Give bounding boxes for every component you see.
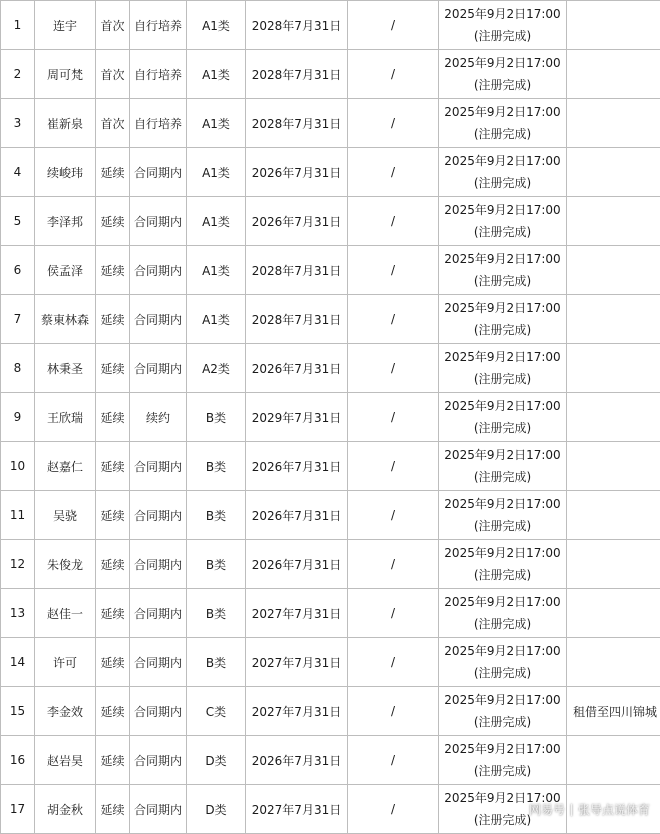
cell-player-name: 李金效	[35, 687, 96, 736]
cell-contract-category: B类	[187, 491, 246, 540]
cell-transfer-info: /	[348, 344, 439, 393]
cell-contract-end-date: 2028年7月31日	[246, 295, 348, 344]
cell-remarks	[567, 99, 660, 148]
table-row	[1, 99, 660, 148]
cell-remarks	[567, 393, 660, 442]
deadline-status: (注册完成)	[439, 368, 566, 390]
cell-transfer-info: /	[348, 589, 439, 638]
cell-registration-type: 延续	[96, 589, 130, 638]
cell-player-name: 李泽邦	[35, 197, 96, 246]
cell-contract-end-date: 2027年7月31日	[246, 589, 348, 638]
cell-number: 10	[1, 442, 35, 491]
deadline-status: (注册完成)	[439, 74, 566, 96]
cell-registration-type: 首次	[96, 99, 130, 148]
cell-registration-deadline	[439, 50, 567, 99]
cell-registration-basis: 续约	[130, 393, 187, 442]
cell-registration-deadline	[439, 344, 567, 393]
cell-registration-type: 延续	[96, 638, 130, 687]
cell-registration-deadline	[439, 589, 567, 638]
cell-remarks	[567, 638, 660, 687]
cell-registration-type: 延续	[96, 246, 130, 295]
table-row	[1, 687, 660, 736]
deadline-status: (注册完成)	[439, 25, 566, 47]
cell-contract-category: A1类	[187, 99, 246, 148]
cell-registration-basis: 合同期内	[130, 295, 187, 344]
cell-contract-end-date: 2027年7月31日	[246, 687, 348, 736]
deadline-status: (注册完成)	[439, 466, 566, 488]
cell-contract-category: C类	[187, 687, 246, 736]
cell-registration-type: 延续	[96, 393, 130, 442]
cell-transfer-info: /	[348, 1, 439, 50]
deadline-datetime: 2025年9月2日17:00	[439, 542, 566, 564]
cell-transfer-info: /	[348, 295, 439, 344]
cell-contract-category: B类	[187, 442, 246, 491]
watermark	[529, 801, 650, 818]
deadline-datetime: 2025年9月2日17:00	[439, 591, 566, 613]
table-row	[1, 589, 660, 638]
cell-registration-type: 延续	[96, 540, 130, 589]
deadline-datetime: 2025年9月2日17:00	[439, 689, 566, 711]
deadline-datetime: 2025年9月2日17:00	[439, 199, 566, 221]
table-row	[1, 148, 660, 197]
cell-contract-category: A1类	[187, 295, 246, 344]
deadline-status: (注册完成)	[439, 270, 566, 292]
cell-registration-type: 延续	[96, 197, 130, 246]
cell-contract-category: A1类	[187, 246, 246, 295]
cell-contract-category: B类	[187, 540, 246, 589]
cell-transfer-info: /	[348, 148, 439, 197]
cell-player-name: 吴骁	[35, 491, 96, 540]
cell-contract-end-date: 2026年7月31日	[246, 442, 348, 491]
cell-registration-deadline	[439, 99, 567, 148]
cell-registration-deadline	[439, 540, 567, 589]
watermark-platform: 网易号	[529, 801, 565, 818]
table-row	[1, 197, 660, 246]
cell-registration-type: 延续	[96, 148, 130, 197]
deadline-status: (注册完成)	[439, 809, 566, 831]
cell-player-name: 赵佳一	[35, 589, 96, 638]
cell-registration-basis: 合同期内	[130, 344, 187, 393]
cell-transfer-info: /	[348, 785, 439, 834]
cell-remarks	[567, 197, 660, 246]
deadline-datetime: 2025年9月2日17:00	[439, 738, 566, 760]
cell-registration-deadline	[439, 491, 567, 540]
cell-player-name: 周可梵	[35, 50, 96, 99]
cell-player-name: 赵嘉仁	[35, 442, 96, 491]
cell-remarks	[567, 736, 660, 785]
cell-contract-category: A2类	[187, 344, 246, 393]
cell-remarks	[567, 540, 660, 589]
cell-contract-end-date: 2026年7月31日	[246, 148, 348, 197]
cell-contract-end-date: 2026年7月31日	[246, 197, 348, 246]
cell-registration-basis: 合同期内	[130, 540, 187, 589]
cell-registration-deadline	[439, 295, 567, 344]
cell-number: 11	[1, 491, 35, 540]
cell-remarks	[567, 295, 660, 344]
cell-transfer-info: /	[348, 197, 439, 246]
cell-number: 4	[1, 148, 35, 197]
watermark-author: 张导点说体育	[578, 801, 650, 818]
cell-registration-deadline	[439, 1, 567, 50]
cell-registration-type: 延续	[96, 687, 130, 736]
deadline-status: (注册完成)	[439, 221, 566, 243]
table-row	[1, 540, 660, 589]
deadline-status: (注册完成)	[439, 613, 566, 635]
cell-registration-deadline	[439, 393, 567, 442]
cell-transfer-info: /	[348, 393, 439, 442]
cell-transfer-info: /	[348, 491, 439, 540]
cell-player-name: 林秉圣	[35, 344, 96, 393]
deadline-status: (注册完成)	[439, 515, 566, 537]
cell-registration-deadline	[439, 148, 567, 197]
cell-number: 15	[1, 687, 35, 736]
cell-registration-basis: 合同期内	[130, 687, 187, 736]
cell-registration-deadline	[439, 736, 567, 785]
cell-number: 13	[1, 589, 35, 638]
cell-registration-type: 首次	[96, 1, 130, 50]
cell-number: 9	[1, 393, 35, 442]
deadline-datetime: 2025年9月2日17:00	[439, 248, 566, 270]
table-row	[1, 1, 660, 50]
cell-contract-category: D类	[187, 736, 246, 785]
cell-contract-end-date: 2026年7月31日	[246, 736, 348, 785]
cell-registration-deadline	[439, 197, 567, 246]
cell-registration-deadline	[439, 442, 567, 491]
cell-number: 6	[1, 246, 35, 295]
cell-player-name: 赵岩昊	[35, 736, 96, 785]
cell-contract-end-date: 2026年7月31日	[246, 344, 348, 393]
cell-registration-basis: 合同期内	[130, 246, 187, 295]
cell-contract-category: D类	[187, 785, 246, 834]
cell-number: 8	[1, 344, 35, 393]
table-row	[1, 246, 660, 295]
table-row	[1, 736, 660, 785]
cell-player-name: 朱俊龙	[35, 540, 96, 589]
cell-contract-end-date: 2028年7月31日	[246, 99, 348, 148]
cell-registration-basis: 合同期内	[130, 197, 187, 246]
cell-registration-basis: 合同期内	[130, 442, 187, 491]
deadline-status: (注册完成)	[439, 760, 566, 782]
cell-registration-basis: 合同期内	[130, 491, 187, 540]
cell-transfer-info: /	[348, 638, 439, 687]
cell-player-name: 胡金秋	[35, 785, 96, 834]
cell-registration-type: 延续	[96, 785, 130, 834]
table-row	[1, 295, 660, 344]
cell-number: 12	[1, 540, 35, 589]
cell-transfer-info: /	[348, 442, 439, 491]
deadline-datetime: 2025年9月2日17:00	[439, 787, 566, 809]
deadline-datetime: 2025年9月2日17:00	[439, 52, 566, 74]
deadline-datetime: 2025年9月2日17:00	[439, 101, 566, 123]
deadline-datetime: 2025年9月2日17:00	[439, 3, 566, 25]
deadline-datetime: 2025年9月2日17:00	[439, 395, 566, 417]
cell-contract-end-date: 2027年7月31日	[246, 638, 348, 687]
cell-registration-basis: 合同期内	[130, 785, 187, 834]
cell-registration-basis: 自行培养	[130, 99, 187, 148]
cell-remarks	[567, 344, 660, 393]
cell-registration-deadline	[439, 638, 567, 687]
cell-registration-basis: 自行培养	[130, 1, 187, 50]
deadline-status: (注册完成)	[439, 564, 566, 586]
cell-registration-deadline	[439, 246, 567, 295]
cell-contract-category: B类	[187, 638, 246, 687]
cell-contract-end-date: 2029年7月31日	[246, 393, 348, 442]
cell-registration-type: 延续	[96, 442, 130, 491]
cell-transfer-info: /	[348, 736, 439, 785]
cell-remarks	[567, 246, 660, 295]
deadline-status: (注册完成)	[439, 417, 566, 439]
deadline-status: (注册完成)	[439, 123, 566, 145]
cell-remarks	[567, 1, 660, 50]
deadline-status: (注册完成)	[439, 319, 566, 341]
cell-contract-end-date: 2028年7月31日	[246, 50, 348, 99]
cell-registration-basis: 合同期内	[130, 148, 187, 197]
table-row	[1, 442, 660, 491]
cell-transfer-info: /	[348, 50, 439, 99]
cell-contract-category: A1类	[187, 148, 246, 197]
cell-number: 2	[1, 50, 35, 99]
cell-number: 5	[1, 197, 35, 246]
deadline-datetime: 2025年9月2日17:00	[439, 640, 566, 662]
cell-contract-end-date: 2026年7月31日	[246, 491, 348, 540]
cell-registration-basis: 合同期内	[130, 638, 187, 687]
table-row	[1, 393, 660, 442]
cell-registration-deadline	[439, 687, 567, 736]
cell-remarks: 租借至四川锦城	[567, 687, 660, 736]
cell-contract-end-date: 2027年7月31日	[246, 785, 348, 834]
cell-contract-end-date: 2028年7月31日	[246, 1, 348, 50]
cell-contract-category: B类	[187, 589, 246, 638]
deadline-status: (注册完成)	[439, 172, 566, 194]
cell-registration-basis: 自行培养	[130, 50, 187, 99]
cell-remarks	[567, 442, 660, 491]
cell-registration-basis: 合同期内	[130, 589, 187, 638]
cell-player-name: 侯孟泽	[35, 246, 96, 295]
cell-number: 16	[1, 736, 35, 785]
cell-player-name: 许可	[35, 638, 96, 687]
cell-contract-category: A1类	[187, 50, 246, 99]
cell-registration-type: 延续	[96, 736, 130, 785]
cell-registration-basis: 合同期内	[130, 736, 187, 785]
cell-contract-category: B类	[187, 393, 246, 442]
deadline-datetime: 2025年9月2日17:00	[439, 444, 566, 466]
cell-transfer-info: /	[348, 687, 439, 736]
cell-contract-category: A1类	[187, 1, 246, 50]
deadline-status: (注册完成)	[439, 662, 566, 684]
cell-number: 3	[1, 99, 35, 148]
cell-player-name: 蔡東林森	[35, 295, 96, 344]
cell-number: 1	[1, 1, 35, 50]
cell-number: 7	[1, 295, 35, 344]
table-row	[1, 50, 660, 99]
table-row	[1, 638, 660, 687]
deadline-datetime: 2025年9月2日17:00	[439, 493, 566, 515]
cell-player-name: 崔新泉	[35, 99, 96, 148]
cell-contract-end-date: 2028年7月31日	[246, 246, 348, 295]
deadline-datetime: 2025年9月2日17:00	[439, 346, 566, 368]
cell-remarks	[567, 148, 660, 197]
deadline-status: (注册完成)	[439, 711, 566, 733]
watermark-divider	[571, 804, 572, 816]
cell-transfer-info: /	[348, 246, 439, 295]
cell-registration-type: 延续	[96, 295, 130, 344]
cell-player-name: 王欣瑞	[35, 393, 96, 442]
cell-player-name: 续峻玮	[35, 148, 96, 197]
cell-contract-category: A1类	[187, 197, 246, 246]
cell-transfer-info: /	[348, 99, 439, 148]
cell-registration-type: 延续	[96, 344, 130, 393]
table-row	[1, 344, 660, 393]
deadline-datetime: 2025年9月2日17:00	[439, 150, 566, 172]
cell-number: 17	[1, 785, 35, 834]
cell-remarks	[567, 589, 660, 638]
cell-registration-type: 首次	[96, 50, 130, 99]
cell-transfer-info: /	[348, 540, 439, 589]
cell-remarks	[567, 50, 660, 99]
deadline-datetime: 2025年9月2日17:00	[439, 297, 566, 319]
cell-remarks	[567, 491, 660, 540]
table-row	[1, 491, 660, 540]
cell-registration-type: 延续	[96, 491, 130, 540]
cell-number: 14	[1, 638, 35, 687]
cell-player-name: 连宇	[35, 1, 96, 50]
cell-contract-end-date: 2026年7月31日	[246, 540, 348, 589]
